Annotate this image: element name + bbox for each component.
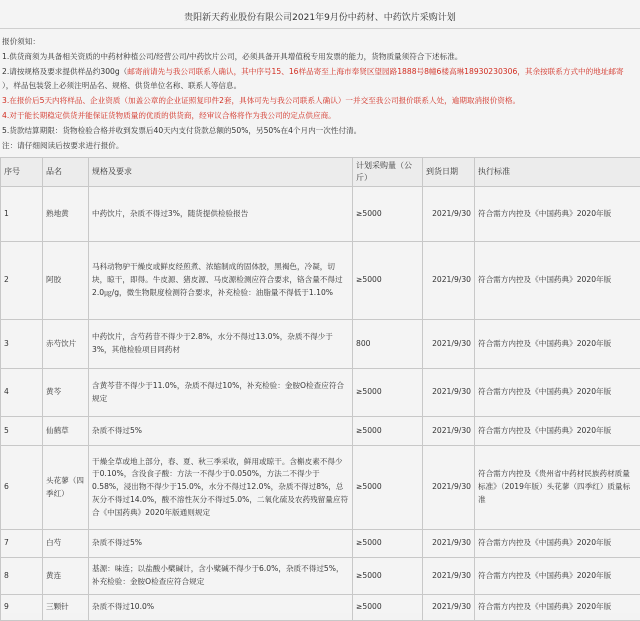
cell-standard: 符合需方内控及《中国药典》2020年版: [475, 242, 640, 320]
cell-standard: 符合需方内控及《中国药典》2020年版: [475, 417, 640, 446]
cell-no: 5: [1, 417, 43, 446]
notice-item-2-cont: ），样品包装袋上必须注明品名、规格、供货单位名称、联系人等信息。: [2, 79, 638, 94]
cell-standard: 符合需方内控及《中国药典》2020年版: [475, 595, 640, 621]
cell-qty: ≥5000: [353, 417, 423, 446]
notice-item-1: 1.供货商须为具备相关资质的中药材种植公司/经营公司/中药饮片公司，必须具备开具增值税专用发票的能力，货物质量须符合下述标准。: [2, 50, 638, 65]
table-row: [1, 187, 640, 242]
table-row: [1, 558, 640, 595]
notice-item-5: 5.货款结算期限：货物检验合格并收到发票后40天内支付货款总额的50%，另50%在4个月内一次性付清。: [2, 124, 638, 139]
cell-spec: 杂质不得过5%: [89, 530, 353, 558]
cell-qty: ≥5000: [353, 558, 423, 595]
cell-date: 2021/9/30: [423, 446, 475, 530]
cell-name: 黄芩: [43, 369, 89, 417]
cell-qty: 800: [353, 320, 423, 369]
cell-no: 8: [1, 558, 43, 595]
table-header-row: [1, 158, 640, 187]
cell-name: 白芍: [43, 530, 89, 558]
table-row: [1, 242, 640, 320]
cell-name: 仙鹤草: [43, 417, 89, 446]
cell-no: 3: [1, 320, 43, 369]
notice-item-2-red: 邮寄前请先与我公司联系人确认，其中序号15、16样品寄至上海市奉贤区望园路1888号8幢6楼高琳18930230306，其余按联系方式中的地址邮寄: [127, 67, 623, 76]
cell-date: 2021/9/30: [423, 417, 475, 446]
cell-name: 熟地黄: [43, 187, 89, 242]
cell-date: 2021/9/30: [423, 558, 475, 595]
procurement-table: [0, 157, 640, 621]
cell-spec: 中药饮片，含芍药苷不得少于2.8%，水分不得过13.0%，杂质不得少于3%，其他检验项目同药材: [89, 320, 353, 369]
cell-no: 2: [1, 242, 43, 320]
header-standard: 执行标准: [475, 158, 640, 187]
cell-name: 黄连: [43, 558, 89, 595]
cell-no: 4: [1, 369, 43, 417]
table-row: [1, 595, 640, 621]
page-title: 贵阳新天药业股份有限公司2021年9月份中药材、中药饮片采购计划: [0, 8, 640, 29]
cell-qty: ≥5000: [353, 242, 423, 320]
cell-spec: 含黄芩苷不得少于11.0%，杂质不得过10%，补充检验：金胺O检查应符合规定: [89, 369, 353, 417]
header-date: 到货日期: [423, 158, 475, 187]
notice-heading: 报价须知：: [2, 35, 638, 50]
cell-date: 2021/9/30: [423, 187, 475, 242]
notice-item-2: [2, 65, 638, 80]
cell-spec: 中药饮片，杂质不得过3%，随货提供检验报告: [89, 187, 353, 242]
cell-no: 7: [1, 530, 43, 558]
cell-standard: 符合需方内控及《中国药典》2020年版: [475, 530, 640, 558]
notice-item-3: 3.在报价后5天内将样品、企业资质（加盖公章的企业证照复印件2套，具体可先与我公司联系人确认）一并交至我公司报价联系人处，逾期取消报价资格。: [2, 94, 638, 109]
header-name: 品名: [43, 158, 89, 187]
cell-standard: 符合需方内控及《中国药典》2020年版: [475, 369, 640, 417]
quotation-notice: [2, 35, 638, 153]
cell-standard: 符合需方内控及《中国药典》2020年版: [475, 558, 640, 595]
cell-spec: 干燥全草或地上部分，春、夏、秋三季采收，鲜用或晾干。含槲皮素不得少于0.10%，含没食子酸：方法一不得少于0.050%，方法二不得少于0.58%，浸出物不得少于15.0%，水分不得过12.0%，杂质不得过8%，总灰分不得过14.0%，酸不溶性灰分不得过5.0%，二氧化硫及农药残留量应符合《中国药典》2020年版通则规定: [89, 446, 353, 530]
header-spec: 规格及要求: [89, 158, 353, 187]
cell-date: 2021/9/30: [423, 530, 475, 558]
cell-date: 2021/9/30: [423, 595, 475, 621]
table-row: [1, 417, 640, 446]
notice-item-2-pre: 2.请按规格及要求提供样品约300g（: [2, 67, 127, 76]
cell-qty: ≥5000: [353, 530, 423, 558]
cell-spec: 基源：味连；以盐酸小檗碱计，含小檗碱不得少于6.0%，杂质不得过5%，补充检验：金胺O检查应符合规定: [89, 558, 353, 595]
cell-no: 6: [1, 446, 43, 530]
table-row: [1, 369, 640, 417]
cell-spec: 杂质不得过5%: [89, 417, 353, 446]
cell-qty: ≥5000: [353, 595, 423, 621]
cell-no: 1: [1, 187, 43, 242]
cell-qty: ≥5000: [353, 187, 423, 242]
cell-name: 阿胶: [43, 242, 89, 320]
cell-spec: 杂质不得过10.0%: [89, 595, 353, 621]
cell-spec: 马科动物驴干燥皮或鲜皮经煎煮、浓缩制成的固体胶，黑褐色，冷凝，切块，晾干，即得。牛皮源、猪皮源、马皮源检测应符合要求，铬含量不得过2.0㎍/g，微生物限度检测符合要求，补充检验：油脂量不得低于1.10%: [89, 242, 353, 320]
cell-standard: 符合需方内控及《中国药典》2020年版: [475, 320, 640, 369]
cell-no: 9: [1, 595, 43, 621]
cell-date: 2021/9/30: [423, 320, 475, 369]
table-row: [1, 446, 640, 530]
cell-standard: 符合需方内控及《中国药典》2020年版: [475, 187, 640, 242]
table-row: [1, 320, 640, 369]
cell-name: 赤芍饮片: [43, 320, 89, 369]
cell-name: 三颗针: [43, 595, 89, 621]
notice-note: 注：请仔细阅读后按要求进行报价。: [2, 139, 638, 154]
header-no: 序号: [1, 158, 43, 187]
cell-date: 2021/9/30: [423, 242, 475, 320]
cell-qty: ≥5000: [353, 369, 423, 417]
cell-name: 头花蓼（四季红）: [43, 446, 89, 530]
table-row: [1, 530, 640, 558]
notice-item-4: 4.对于能长期稳定供货并能保证货物质量的优质的供货商，经审议合格将作为我公司的定点供应商。: [2, 109, 638, 124]
cell-standard: 符合需方内控及《贵州省中药材民族药材质量标准》（2019年版）头花蓼（四季红）质量标准: [475, 446, 640, 530]
header-qty: 计划采购量（公斤）: [353, 158, 423, 187]
cell-date: 2021/9/30: [423, 369, 475, 417]
cell-qty: ≥5000: [353, 446, 423, 530]
